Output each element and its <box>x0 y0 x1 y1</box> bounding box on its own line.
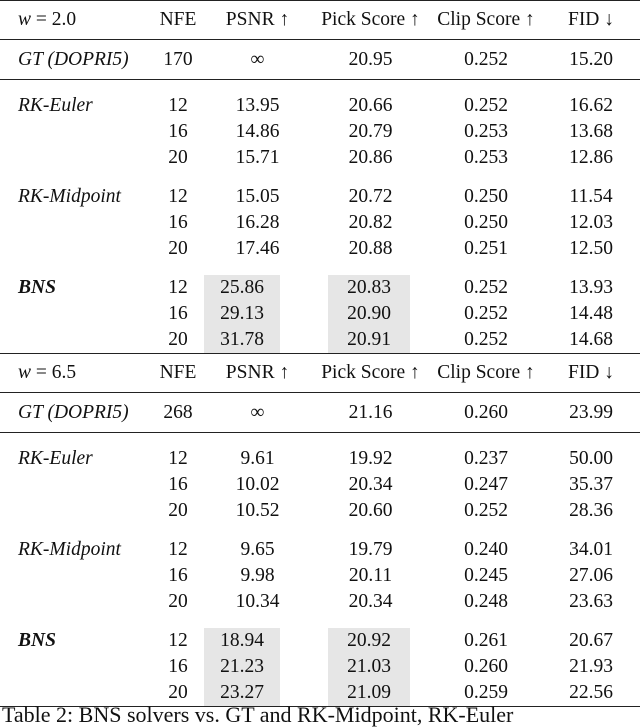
cell-nfe: 20 <box>168 591 188 612</box>
cell-psnr-highlighted <box>204 275 311 301</box>
cell-nfe: 12 <box>168 186 188 207</box>
spacer-cell <box>430 262 542 275</box>
cell-psnr: 31.78 <box>204 327 280 353</box>
cell-clip: 0.252 <box>430 40 542 80</box>
spacer-cell <box>430 615 542 628</box>
cell-pick-highlighted <box>311 628 430 654</box>
method-label: RK-Midpoint <box>18 186 121 207</box>
table-row <box>0 628 640 654</box>
table-row <box>0 446 640 472</box>
empty-cell <box>0 119 152 145</box>
spacer-cell <box>0 433 152 447</box>
cell-fid: 12.03 <box>569 212 613 233</box>
cell-fid: 14.48 <box>569 303 613 324</box>
cell-pick: 20.95 <box>311 40 430 80</box>
spacer-cell <box>311 171 430 184</box>
table-row <box>0 236 640 262</box>
cell-fid: 22.56 <box>542 680 640 707</box>
cell-clip: 0.237 <box>464 448 508 469</box>
w-value: = 2.0 <box>35 9 77 30</box>
cell-clip: 0.252 <box>464 303 508 324</box>
column-header-fid: FID ↓ <box>542 354 640 393</box>
table-row <box>0 301 640 327</box>
cell-psnr: 23.27 <box>204 680 280 706</box>
cell-pick: 20.11 <box>348 565 393 586</box>
group-spacer <box>0 524 640 537</box>
cell-nfe: 12 <box>168 539 188 560</box>
empty-cell <box>0 563 152 589</box>
gt-row <box>0 393 640 433</box>
cell-fid: 20.67 <box>569 630 613 651</box>
cell-pick: 19.79 <box>348 539 393 560</box>
cell-psnr: 17.46 <box>235 238 280 259</box>
cell-pick: 20.92 <box>328 628 410 654</box>
empty-cell <box>0 210 152 236</box>
empty-cell <box>0 301 152 327</box>
cell-pick: 20.88 <box>348 238 393 259</box>
spacer-cell <box>0 524 152 537</box>
cell-pick: 20.86 <box>348 147 393 168</box>
cell-fid: 27.06 <box>569 565 613 586</box>
spacer-cell <box>152 171 204 184</box>
empty-cell <box>0 654 152 680</box>
cell-nfe: 170 <box>152 40 204 80</box>
cell-clip: 0.260 <box>464 656 508 677</box>
cell-clip: 0.252 <box>464 500 508 521</box>
cell-clip: 0.252 <box>464 95 508 116</box>
cell-clip: 0.247 <box>464 474 508 495</box>
cell-pick: 19.92 <box>348 448 393 469</box>
table-row <box>0 145 640 171</box>
table-row <box>0 563 640 589</box>
cell-pick: 21.09 <box>328 680 410 706</box>
w-value: = 6.5 <box>35 362 77 383</box>
cell-pick: 20.83 <box>328 275 410 301</box>
cell-clip: 0.240 <box>464 539 508 560</box>
cell-nfe: 16 <box>168 565 188 586</box>
table-row <box>0 327 640 354</box>
spacer-cell <box>430 80 542 94</box>
spacer-cell <box>542 615 640 628</box>
cell-nfe: 20 <box>168 147 188 168</box>
cell-nfe: 12 <box>168 630 188 651</box>
spacer-cell <box>152 524 204 537</box>
cell-psnr-highlighted <box>204 327 311 354</box>
method-label: RK-Euler <box>18 448 93 469</box>
cell-psnr: 9.98 <box>240 565 275 586</box>
method-label: RK-Midpoint <box>18 539 121 560</box>
cell-nfe: 16 <box>168 474 188 495</box>
spacer-cell <box>0 80 152 94</box>
w-symbol: w <box>18 9 32 30</box>
cell-clip: 0.248 <box>464 591 508 612</box>
cell-nfe: 16 <box>168 121 188 142</box>
cell-nfe: 12 <box>168 277 188 298</box>
cell-fid: 14.68 <box>569 329 613 350</box>
spacer-cell <box>430 171 542 184</box>
cell-clip: 0.253 <box>464 147 508 168</box>
section-header-row <box>0 354 640 393</box>
guidance-weight-label <box>0 354 152 393</box>
table-row <box>0 184 640 210</box>
cell-psnr-highlighted <box>204 301 311 327</box>
cell-fid: 28.36 <box>569 500 613 521</box>
spacer-cell <box>0 171 152 184</box>
table-row <box>0 210 640 236</box>
spacer-cell <box>311 262 430 275</box>
table-row <box>0 472 640 498</box>
cell-pick-highlighted <box>311 654 430 680</box>
cell-nfe: 268 <box>152 393 204 433</box>
section-header-row <box>0 1 640 40</box>
empty-cell <box>0 472 152 498</box>
cell-clip: 0.250 <box>464 212 508 233</box>
cell-pick-highlighted <box>311 301 430 327</box>
empty-cell <box>0 327 152 354</box>
cell-pick: 20.72 <box>348 186 393 207</box>
cell-nfe: 20 <box>168 500 188 521</box>
cell-psnr: 15.71 <box>235 147 280 168</box>
cell-psnr-highlighted <box>204 628 311 654</box>
column-header-clip: Clip Score ↑ <box>430 354 542 393</box>
table-row <box>0 537 640 563</box>
cell-fid: 21.93 <box>569 656 613 677</box>
guidance-weight-label <box>0 1 152 40</box>
cell-nfe: 16 <box>168 212 188 233</box>
cell-nfe: 20 <box>168 329 188 350</box>
cell-nfe: 16 <box>168 303 188 324</box>
empty-cell <box>0 145 152 171</box>
cell-fid: 16.62 <box>569 95 613 116</box>
spacer-cell <box>430 433 542 447</box>
column-header-psnr: PSNR ↑ <box>204 354 311 393</box>
spacer-cell <box>152 433 204 447</box>
cell-psnr: 13.95 <box>235 95 280 116</box>
table-row <box>0 275 640 301</box>
cell-pick: 21.16 <box>311 393 430 433</box>
cell-pick-highlighted <box>311 275 430 301</box>
cell-fid: 12.86 <box>569 147 613 168</box>
spacer-cell <box>311 615 430 628</box>
cell-fid: 13.93 <box>569 277 613 298</box>
spacer-cell <box>152 80 204 94</box>
spacer-cell <box>152 262 204 275</box>
table-row <box>0 589 640 615</box>
spacer-cell <box>311 80 430 94</box>
cell-clip: 0.259 <box>430 680 542 707</box>
cell-psnr: 10.52 <box>235 500 280 521</box>
cell-fid: 50.00 <box>569 448 613 469</box>
cell-pick: 20.60 <box>348 500 393 521</box>
spacer-cell <box>204 615 311 628</box>
cell-psnr: 10.34 <box>235 591 280 612</box>
method-label: RK-Euler <box>18 95 93 116</box>
cell-pick: 21.03 <box>328 654 410 680</box>
cell-pick: 20.79 <box>348 121 393 142</box>
column-header-nfe: NFE <box>152 354 204 393</box>
spacer-cell <box>542 524 640 537</box>
cell-psnr: 9.65 <box>240 539 275 560</box>
group-spacer <box>0 433 640 447</box>
cell-psnr: 25.86 <box>204 275 280 301</box>
cell-fid: 12.50 <box>569 238 613 259</box>
table-row <box>0 654 640 680</box>
cell-psnr: 10.02 <box>235 474 280 495</box>
group-spacer <box>0 80 640 94</box>
spacer-cell <box>204 80 311 94</box>
cell-clip: 0.260 <box>430 393 542 433</box>
cell-clip: 0.252 <box>464 277 508 298</box>
cell-fid: 11.54 <box>569 186 613 207</box>
empty-cell <box>0 236 152 262</box>
spacer-cell <box>542 262 640 275</box>
cell-nfe: 20 <box>152 680 204 707</box>
gt-row <box>0 40 640 80</box>
method-label: BNS <box>18 630 56 651</box>
cell-psnr: 18.94 <box>204 628 280 654</box>
cell-pick: 20.66 <box>348 95 393 116</box>
empty-cell <box>0 589 152 615</box>
cell-pick: 20.82 <box>348 212 393 233</box>
cell-psnr: 16.28 <box>235 212 280 233</box>
cell-psnr: 21.23 <box>204 654 280 680</box>
column-header-psnr: PSNR ↑ <box>204 1 311 40</box>
cell-psnr: 14.86 <box>235 121 280 142</box>
spacer-cell <box>311 433 430 447</box>
cell-pick-highlighted <box>311 327 430 354</box>
cell-fid: 23.99 <box>542 393 640 433</box>
table-row <box>0 119 640 145</box>
method-label: BNS <box>18 277 56 298</box>
cell-fid: 15.20 <box>542 40 640 80</box>
spacer-cell <box>430 524 542 537</box>
cell-pick: 20.90 <box>328 301 410 327</box>
cell-psnr: 29.13 <box>204 301 280 327</box>
cell-nfe: 20 <box>168 238 188 259</box>
cell-nfe: 12 <box>168 448 188 469</box>
method-label: GT (DOPRI5) <box>0 40 152 80</box>
column-header-pick: Pick Score ↑ <box>311 354 430 393</box>
cell-pick: 20.34 <box>348 474 393 495</box>
group-spacer <box>0 262 640 275</box>
cell-nfe: 16 <box>168 656 188 677</box>
spacer-cell <box>542 433 640 447</box>
cell-pick: 20.91 <box>328 327 410 353</box>
method-label: GT (DOPRI5) <box>0 393 152 433</box>
spacer-cell <box>542 171 640 184</box>
table-caption: Table 2: BNS solvers vs. GT and RK-Midpoint, RK-Euler <box>2 702 514 727</box>
column-header-nfe: NFE <box>152 1 204 40</box>
column-header-fid: FID ↓ <box>542 1 640 40</box>
cell-fid: 34.01 <box>569 539 613 560</box>
cell-psnr: 15.05 <box>235 186 280 207</box>
column-header-pick: Pick Score ↑ <box>311 1 430 40</box>
spacer-cell <box>542 80 640 94</box>
spacer-cell <box>204 262 311 275</box>
cell-psnr: ∞ <box>204 393 311 433</box>
cell-psnr-highlighted <box>204 654 311 680</box>
spacer-cell <box>204 524 311 537</box>
cell-clip: 0.261 <box>464 630 508 651</box>
w-symbol: w <box>18 362 32 383</box>
cell-clip: 0.253 <box>464 121 508 142</box>
cell-clip: 0.252 <box>464 329 508 350</box>
spacer-cell <box>311 524 430 537</box>
table-row <box>0 93 640 119</box>
cell-fid: 35.37 <box>569 474 613 495</box>
table-row <box>0 498 640 524</box>
cell-clip: 0.250 <box>464 186 508 207</box>
cell-fid: 23.63 <box>569 591 613 612</box>
cell-fid: 13.68 <box>569 121 613 142</box>
cell-nfe: 12 <box>168 95 188 116</box>
spacer-cell <box>204 171 311 184</box>
spacer-cell <box>204 433 311 447</box>
spacer-cell <box>0 615 152 628</box>
group-spacer <box>0 615 640 628</box>
cell-clip: 0.251 <box>464 238 508 259</box>
spacer-cell <box>152 615 204 628</box>
column-header-clip: Clip Score ↑ <box>430 1 542 40</box>
cell-pick: 20.34 <box>348 591 393 612</box>
spacer-cell <box>0 262 152 275</box>
cell-clip: 0.245 <box>464 565 508 586</box>
cell-psnr: 9.61 <box>240 448 275 469</box>
group-spacer <box>0 171 640 184</box>
cell-psnr: ∞ <box>204 40 311 80</box>
empty-cell <box>0 498 152 524</box>
